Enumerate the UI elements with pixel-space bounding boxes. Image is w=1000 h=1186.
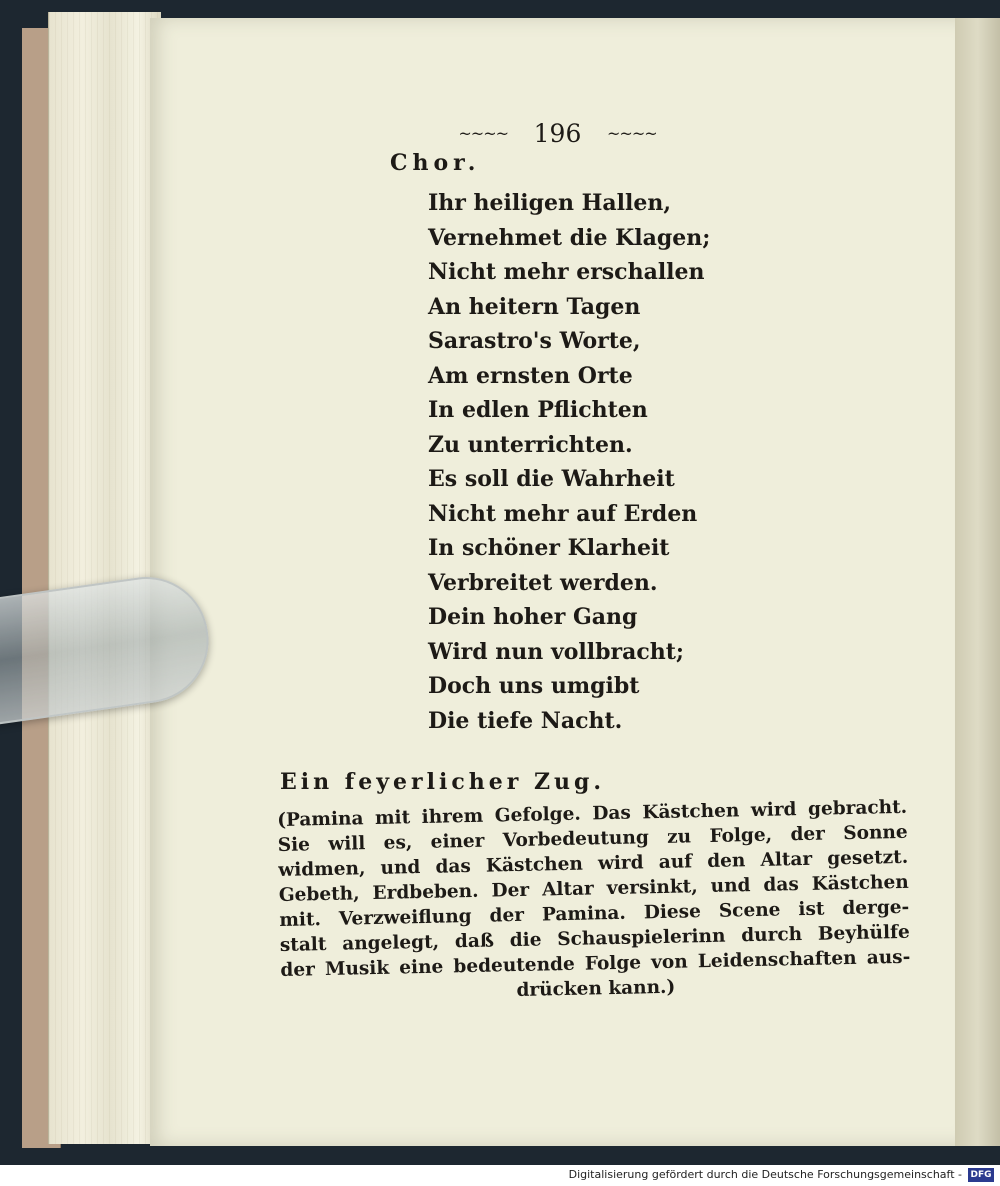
verse-line: Ihr heiligen Hallen, [428, 190, 672, 216]
stage-direction-line: mit. Verzweiflung der Pamina. Diese Scene ist derge- [279, 896, 910, 931]
verse-line: An heitern Tagen [428, 293, 641, 320]
verse-line: Verbreitet werden. [428, 569, 658, 596]
verse-line: Vernehmet die Klagen; [428, 224, 711, 251]
section-heading: Ein feyerlicher Zug. [280, 769, 606, 795]
verse-line: Nicht mehr auf Erden [428, 500, 698, 527]
page-header [150, 118, 965, 148]
page-number: 196 [533, 119, 582, 148]
speaker-heading: Chor. [390, 150, 481, 176]
verse-line: Nicht mehr erschallen [428, 259, 705, 285]
footer-bar [0, 1165, 1000, 1186]
dfg-logo: DFG [968, 1168, 994, 1182]
verse-line: Zu unterrichten. [428, 431, 633, 458]
verse-line: Sarastro's Worte, [428, 328, 641, 354]
verse-line: Die tiefe Nacht. [428, 707, 623, 734]
ornament-right: ~~~~ [607, 124, 657, 143]
stage-direction-line: widmen, und das Kästchen wird auf den Altar gesetzt. [278, 846, 909, 881]
verse-line: In edlen Pflichten [428, 397, 648, 423]
ornament-left: ~~~~ [458, 124, 508, 143]
right-page-edge [955, 18, 1000, 1146]
verse-line: Wird nun vollbracht; [428, 638, 685, 665]
stage-direction [277, 795, 911, 1008]
stage-direction-line: stalt angelegt, daß die Schauspielerinn durch Beyhülfe [279, 921, 910, 956]
verse-line: Es soll die Wahrheit [428, 466, 675, 492]
verse-block [428, 186, 710, 738]
stage-direction-line: drücken kann.) [516, 976, 676, 1002]
verse-line: Dein hoher Gang [428, 604, 638, 630]
stage-direction-line: Sie will es, einer Vorbedeutung zu Folge, der Sonne [277, 821, 908, 856]
stage-direction-line: der Musik eine bedeutende Folge von Leidenschaften aus- [280, 946, 911, 981]
verse-line: Am ernsten Orte [428, 362, 633, 389]
verse-line: Doch uns umgibt [428, 673, 640, 699]
funding-credit: Digitalisierung gefördert durch die Deutsche Forschungsgemeinschaft - [568, 1168, 962, 1181]
stage-direction-line: Gebeth, Erdbeben. Der Altar versinkt, und das Kästchen [278, 871, 909, 906]
verse-line: In schöner Klarheit [428, 535, 670, 561]
stage-direction-line: (Pamina mit ihrem Gefolge. Das Kästchen wird gebracht. [277, 796, 908, 831]
